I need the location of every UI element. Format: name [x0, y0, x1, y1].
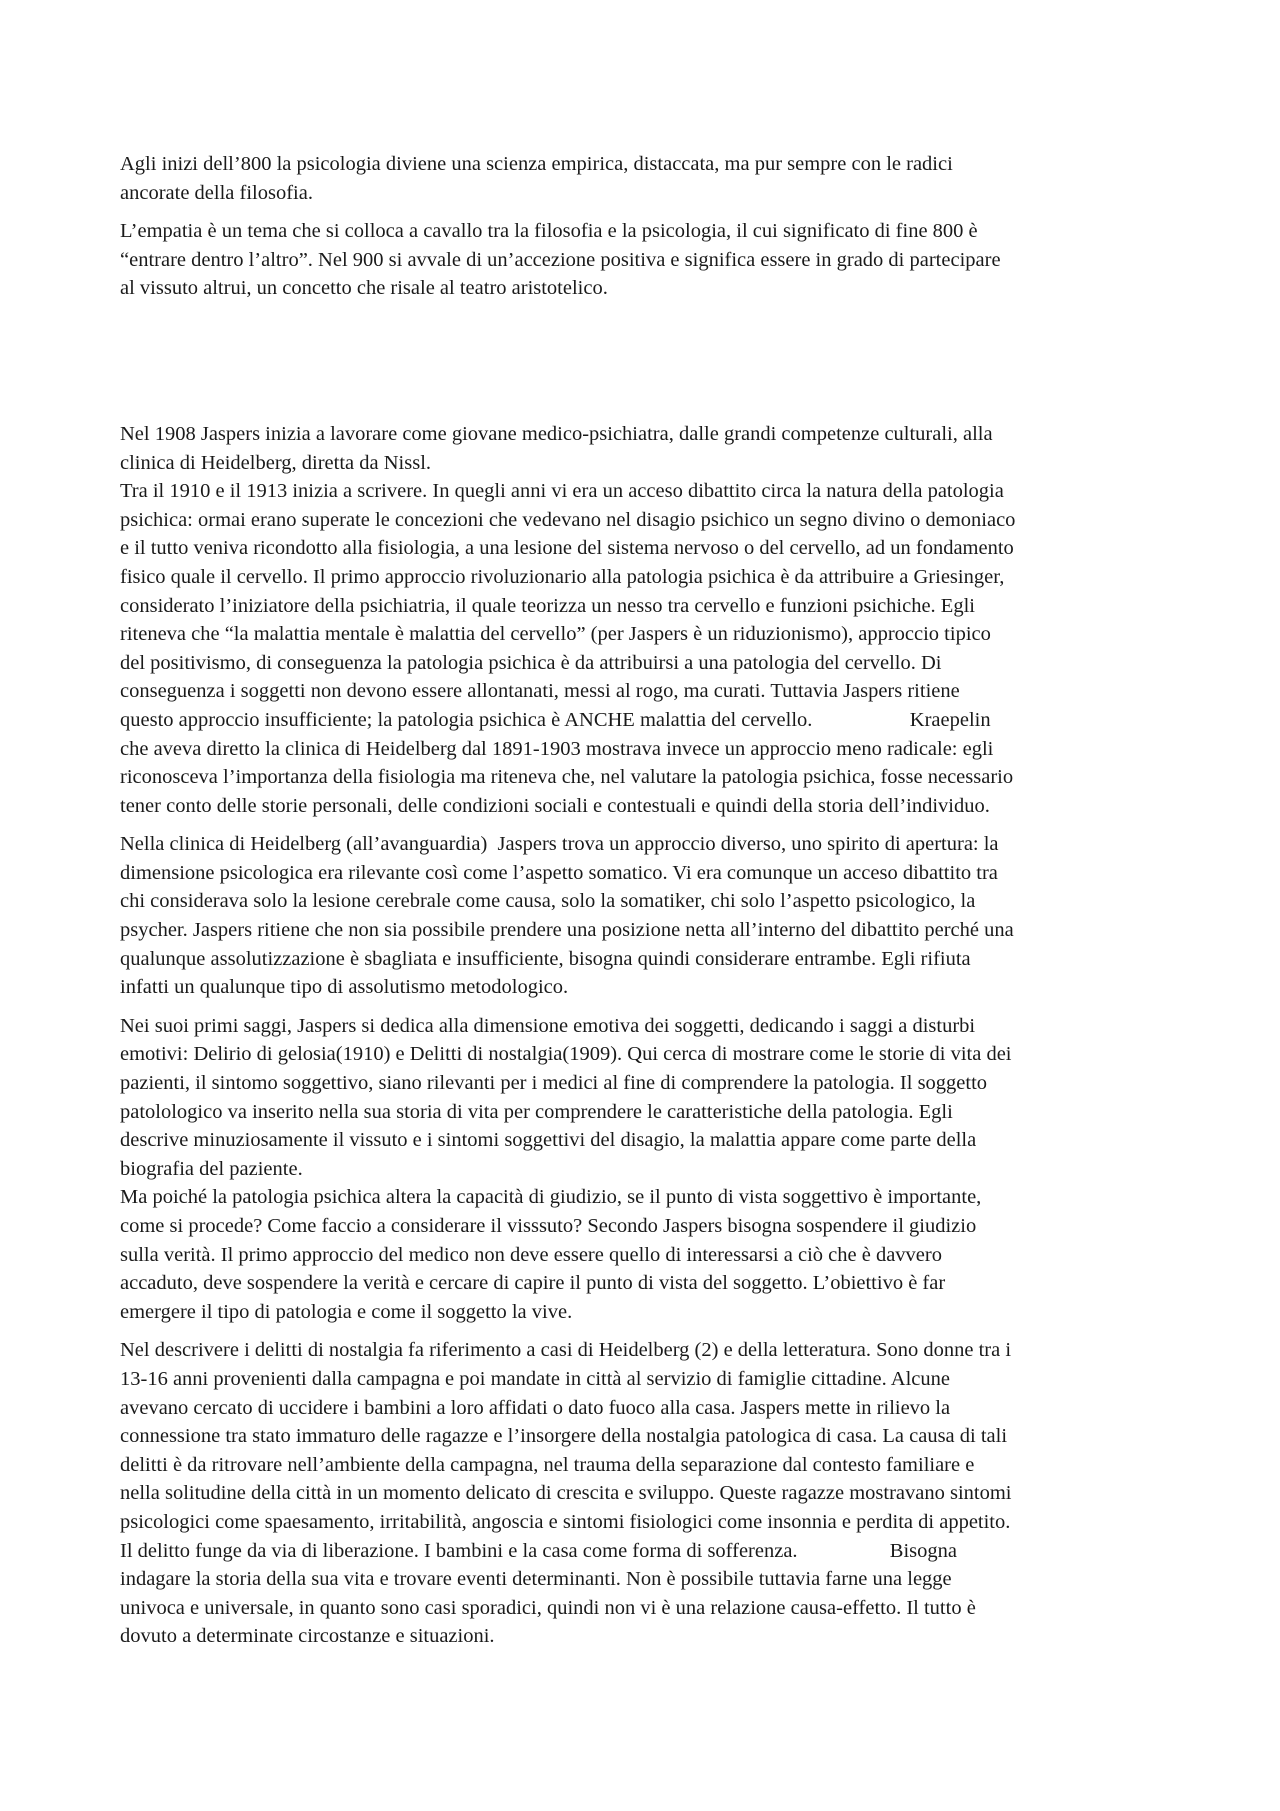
text-line: Nei suoi primi saggi, Jaspers si dedica alla dimensione emotiva dei soggetti, dedicando i saggi a disturbi [120, 1014, 976, 1037]
text-line: come si procede? Come faccio a considerare il visssuto? Secondo Jaspers bisogna sospendere il giudizio [120, 1215, 977, 1237]
text-line: chi considerava solo la lesione cerebrale come causa, solo la somatiker, chi solo l’aspetto psicologico, la [120, 890, 976, 913]
text-line: Nella clinica di Heidelberg (all’avanguardia) Jaspers trova un approccio diverso, uno spirito di apertura: la [120, 833, 999, 856]
text-line: L’empatia è un tema che si colloca a cavallo tra la filosofia e la psicologia, il cui significato di fine 800 è [120, 220, 978, 243]
paragraph-jaspers-heidelberg [120, 420, 1165, 820]
text-line: univoca e universale, in quanto sono casi sporadici, quindi non vi è una relazione causa-effetto. Il tutto è [120, 1596, 976, 1619]
text-line: Tra il 1910 e il 1913 inizia a scrivere. In quegli anni vi era un acceso dibattito circa la natura della patologia [120, 480, 1004, 503]
text-line: Il delitto funge da via di liberazione. I bambini e la casa come forma di sofferenza. Bisogna [120, 1539, 957, 1562]
text-line: questo approccio insufficiente; la patologia psichica è ANCHE malattia del cervello. Kraepelin [120, 708, 991, 731]
text-line: riteneva che “la malattia mentale è malattia del cervello” (per Jaspers è un riduzionismo), approccio tipico [120, 623, 991, 646]
paragraph-psicologia-empirica [120, 150, 1165, 207]
text-line: biografia del paziente. [120, 1157, 303, 1180]
text-line: avevano cercato di uccidere i bambini a loro affidati o dato fuoco alla casa. Jaspers mette in rilievo la [120, 1396, 951, 1419]
text-line: psycher. Jaspers ritiene che non sia possibile prendere una posizione netta all’interno del dibattito perché una [120, 919, 1014, 942]
text-line: qualunque assolutizzazione è sbagliata e insufficiente, bisogna quindi considerare entrambe. Egli rifiuta [120, 947, 971, 970]
text-line: Ma poiché la patologia psichica altera la capacità di giudizio, se il punto di vista soggettivo è importante, [120, 1186, 982, 1209]
paragraph-delitti-nostalgia [120, 1336, 1165, 1651]
text-line: psichica: ormai erano superate le concezioni che vedevano nel disagio psichico un segno divino o demoniaco [120, 508, 1016, 531]
text-line: accaduto, deve sospendere la verità e cercare di capire il punto di vista del soggetto. L’obiettivo è far [120, 1272, 946, 1295]
text-line: emergere il tipo di patologia e come il soggetto la vive. [120, 1300, 573, 1323]
text-line: e il tutto veniva ricondotto alla fisiologia, a una lesione del sistema nervoso o del cervello, ad un fondamento [120, 537, 1014, 560]
text-line: dovuto a determinate circostanze e situazioni. [120, 1625, 495, 1648]
text-line: psicologici come spaesamento, irritabilità, angoscia e sintomi fisiologici come insonnia e perdita di appetito. [120, 1510, 1011, 1533]
text-line: tener conto delle storie personali, delle condizioni sociali e contestuali e quindi della storia dell’individuo. [120, 794, 990, 817]
text-line: fisico quale il cervello. Il primo approccio rivoluzionario alla patologia psichica è da attribuire a Griesinger, [120, 565, 1005, 588]
text-line: infatti un qualunque tipo di assolutismo metodologico. [120, 976, 569, 999]
text-line: connessione tra stato immaturo delle ragazze e l’insorgere della nostalgia patologica di casa. La causa di tali [120, 1425, 1008, 1448]
text-line: pazienti, il sintomo soggettivo, siano rilevanti per i medici al fine di comprendere la patologia. Il soggetto [120, 1072, 988, 1095]
text-line: che aveva diretto la clinica di Heidelberg dal 1891-1903 mostrava invece un approccio meno radicale: egli [120, 737, 994, 760]
text-line: patolologico va inserito nella sua storia di vita per comprendere le caratteristiche della patologia. Egli [120, 1100, 953, 1123]
text-line: sulla verità. Il primo approccio del medico non deve essere quello di interessarsi a ciò che è davvero [120, 1243, 942, 1266]
text-line: emotivi: Delirio di gelosia(1910) e Delitti di nostalgia(1909). Qui cerca di mostrare come le storie di vita dei [120, 1043, 1012, 1066]
paragraph-primi-saggi [120, 1012, 1165, 1327]
text-line: 13-16 anni provenienti dalla campagna e poi mandate in città al servizio di famiglie cittadine. Alcune [120, 1367, 950, 1390]
paragraph-clinica-avanguardia [120, 830, 1165, 1002]
document-page [120, 150, 1165, 1661]
text-line: dimensione psicologica era rilevante così come l’aspetto somatico. Vi era comunque un acceso dibattito tra [120, 861, 998, 884]
text-line: Nel descrivere i delitti di nostalgia fa riferimento a casi di Heidelberg (2) e della letteratura. Sono donne tra i [120, 1339, 1012, 1362]
paragraph-empatia [120, 217, 1165, 303]
text-line: nella solitudine della città in un momento delicato di crescita e sviluppo. Queste ragazze mostravano sintomi [120, 1482, 1012, 1505]
text-line: clinica di Heidelberg, diretta da Nissl. [120, 451, 432, 474]
text-line: indagare la storia della sua vita e trovare eventi determinanti. Non è possibile tuttavia farne una legge [120, 1568, 952, 1591]
blank-space [120, 313, 1165, 420]
text-line: “entrare dentro l’altro”. Nel 900 si avvale di un’accezione positiva e significa essere in grado di partecipare [120, 248, 1001, 271]
text-line: delitti è da ritrovare nell’ambiente della campagna, nel trauma della separazione dal contesto familiare e [120, 1453, 975, 1476]
text-line: descrive minuziosamente il vissuto e i sintomi soggettivi del disagio, la malattia appare come parte della [120, 1129, 977, 1152]
text-line: conseguenza i soggetti non devono essere allontanati, messi al rogo, ma curati. Tuttavia Jaspers ritiene [120, 680, 960, 703]
text-line: considerato l’iniziatore della psichiatria, il quale teorizza un nesso tra cervello e funzioni psichiche. Egli [120, 594, 975, 617]
text-line: Agli inizi dell’800 la psicologia diviene una scienza empirica, distaccata, ma pur sempre con le radici [120, 153, 953, 175]
text-line: del positivismo, di conseguenza la patologia psichica è da attribuirsi a una patologia del cervello. Di [120, 651, 942, 674]
text-line: al vissuto altrui, un concetto che risale al teatro aristotelico. [120, 277, 608, 300]
text-line: ancorate della filosofia. [120, 181, 313, 204]
text-line: riconosceva l’importanza della fisiologia ma riteneva che, nel valutare la patologia psichica, fosse necessario [120, 766, 1014, 789]
text-line: Nel 1908 Jaspers inizia a lavorare come giovane medico-psichiatra, dalle grandi competenze culturali, alla [120, 422, 993, 445]
